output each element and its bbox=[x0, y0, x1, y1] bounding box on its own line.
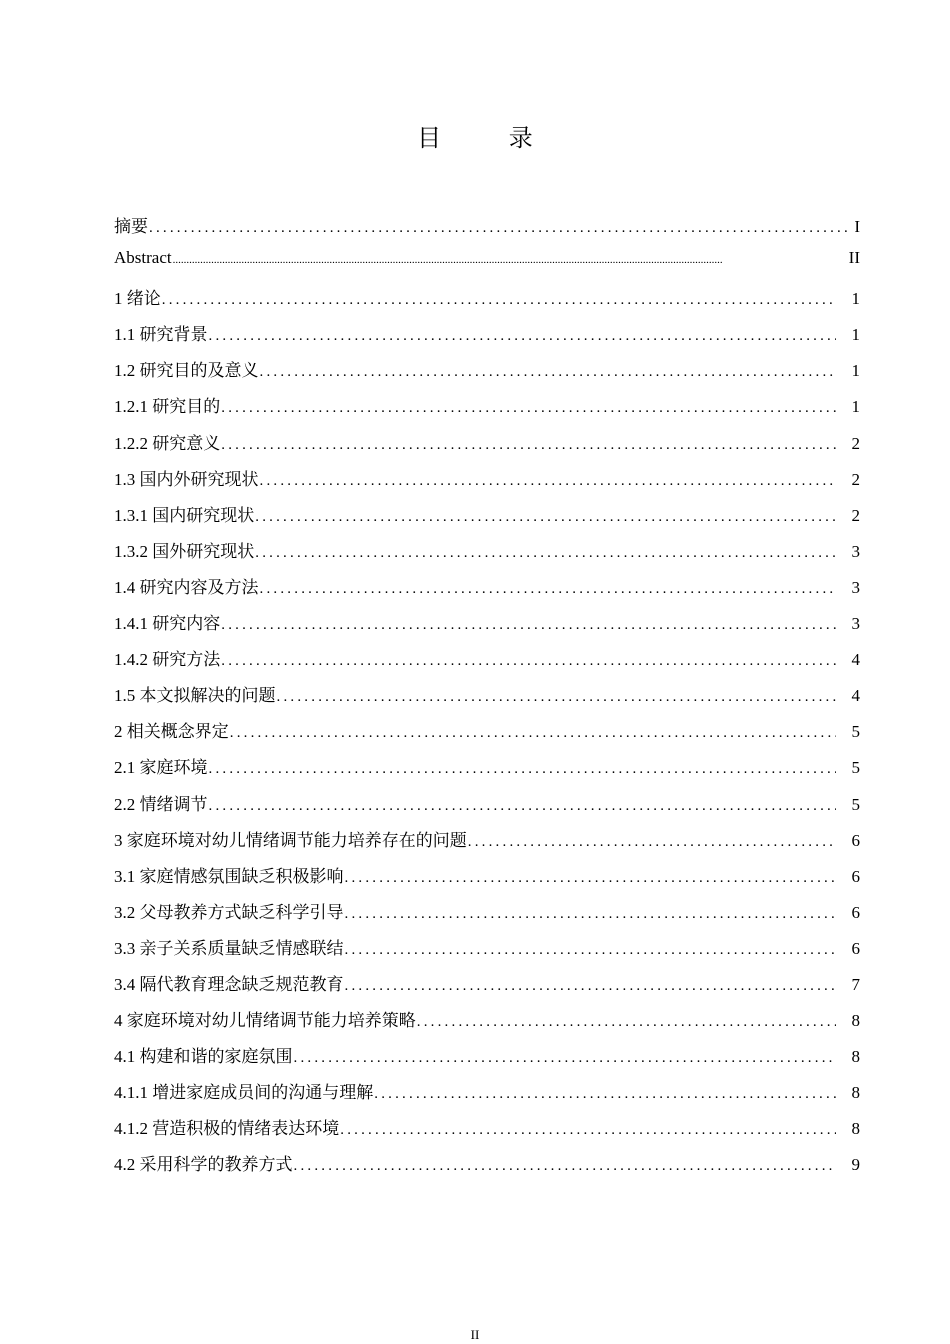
toc-entry-page: 6 bbox=[851, 938, 860, 958]
toc-entry-label: 1.2.1 研究目的 bbox=[114, 397, 221, 417]
toc-entry[interactable] bbox=[114, 248, 860, 284]
toc-entry-label: 4 家庭环境对幼儿情绪调节能力培养策略 bbox=[114, 1011, 416, 1031]
toc-entry-page: 5 bbox=[851, 758, 860, 778]
toc-leader-dots bbox=[221, 400, 836, 417]
toc-entry[interactable] bbox=[114, 862, 860, 898]
toc-entry-page: 7 bbox=[851, 974, 860, 994]
toc-entry-page: 8 bbox=[851, 1083, 860, 1103]
toc-leader-dots bbox=[221, 653, 836, 670]
toc-entry-label: 3.1 家庭情感氛围缺乏积极影响 bbox=[114, 866, 344, 886]
toc-entry-page: 1 bbox=[851, 361, 860, 381]
toc-entry-label: 1.5 本文拟解决的问题 bbox=[114, 686, 276, 706]
toc-leader-dots bbox=[209, 328, 837, 345]
toc-leader-dots bbox=[417, 1014, 836, 1031]
toc-entry-page: 3 bbox=[851, 614, 860, 634]
toc-entry-label: 4.2 采用科学的教养方式 bbox=[114, 1155, 293, 1175]
toc-entry-page: 5 bbox=[851, 722, 860, 742]
toc-entry-label: 3.2 父母教养方式缺乏科学引导 bbox=[114, 902, 344, 922]
toc-entry-label: 1.4 研究内容及方法 bbox=[114, 577, 259, 597]
toc-entry-label: 4.1.1 增进家庭成员间的沟通与理解 bbox=[114, 1083, 374, 1103]
toc-entry-label: 4.1 构建和谐的家庭氛围 bbox=[114, 1047, 293, 1067]
toc-entry[interactable] bbox=[114, 573, 860, 609]
toc-leader-dots bbox=[277, 689, 837, 706]
toc-entry-label: 2 相关概念界定 bbox=[114, 722, 229, 742]
toc-entry[interactable] bbox=[114, 753, 860, 789]
toc-entry-label: 1.3 国内外研究现状 bbox=[114, 469, 259, 489]
toc-entry-page: 2 bbox=[851, 505, 860, 525]
toc-entry[interactable] bbox=[114, 609, 860, 645]
toc-entry-page: 1 bbox=[851, 325, 860, 345]
toc-entry-label: 1 绪论 bbox=[114, 289, 161, 309]
toc-entry[interactable] bbox=[114, 320, 860, 356]
toc-entry-page: 3 bbox=[851, 541, 860, 561]
toc-entry-page: 4 bbox=[851, 686, 860, 706]
toc-entry-label: 1.2 研究目的及意义 bbox=[114, 361, 259, 381]
page-title: 目 录 bbox=[417, 124, 563, 152]
toc-leader-dots bbox=[345, 978, 837, 995]
toc-leader-dots bbox=[345, 942, 837, 959]
toc-entry[interactable] bbox=[114, 1006, 860, 1042]
toc-entry-label: 3 家庭环境对幼儿情绪调节能力培养存在的问题 bbox=[114, 830, 467, 850]
toc-entry-page: I bbox=[854, 217, 860, 236]
toc-entry-page: 9 bbox=[851, 1155, 860, 1175]
toc-entry[interactable] bbox=[114, 429, 860, 465]
toc-entry-label: Abstract bbox=[114, 248, 172, 268]
toc-entry-page: 8 bbox=[851, 1011, 860, 1031]
toc-leader-dots bbox=[173, 254, 846, 266]
toc-entry[interactable] bbox=[114, 465, 860, 501]
toc-entry-label: 4.1.2 营造积极的情绪表达环境 bbox=[114, 1119, 340, 1139]
toc-leader-dots bbox=[340, 1122, 836, 1139]
toc-entry-page: 4 bbox=[851, 650, 860, 670]
toc-entry-label: 3.3 亲子关系质量缺乏情感联结 bbox=[114, 938, 344, 958]
toc-entry[interactable] bbox=[114, 790, 860, 826]
toc-entry[interactable] bbox=[114, 1078, 860, 1114]
toc-entry[interactable] bbox=[114, 826, 860, 862]
toc-entry-label: 1.3.2 国外研究现状 bbox=[114, 541, 255, 561]
toc-leader-dots bbox=[209, 761, 837, 778]
toc-leader-dots bbox=[221, 617, 836, 634]
toc-leader-dots bbox=[230, 725, 836, 742]
toc-entry-label: 1.1 研究背景 bbox=[114, 325, 208, 345]
toc-entry-page: 3 bbox=[851, 577, 860, 597]
toc-leader-dots bbox=[294, 1050, 837, 1067]
toc-leader-dots bbox=[209, 798, 837, 815]
toc-leader-dots bbox=[294, 1158, 837, 1175]
toc-leader-dots bbox=[255, 545, 836, 562]
toc-entry[interactable] bbox=[114, 645, 860, 681]
toc-leader-dots bbox=[162, 292, 836, 309]
toc-leader-dots bbox=[255, 509, 836, 526]
toc-leader-dots bbox=[260, 581, 837, 598]
toc-leader-dots bbox=[374, 1086, 836, 1103]
toc-entry-page: 8 bbox=[851, 1119, 860, 1139]
toc-entry-page: 2 bbox=[851, 469, 860, 489]
toc-leader-dots bbox=[468, 834, 836, 851]
toc-entry-page: 1 bbox=[851, 397, 860, 417]
toc-entry-label: 2.2 情绪调节 bbox=[114, 794, 208, 814]
toc-entry-label: 1.4.2 研究方法 bbox=[114, 650, 221, 670]
toc-entry[interactable] bbox=[114, 284, 860, 320]
toc-entry[interactable] bbox=[114, 970, 860, 1006]
toc-entry-page: 1 bbox=[851, 289, 860, 309]
toc-entry[interactable] bbox=[114, 934, 860, 970]
toc-entry-page: 6 bbox=[851, 866, 860, 886]
toc-entry-page: 6 bbox=[851, 902, 860, 922]
toc-leader-dots bbox=[221, 437, 836, 454]
toc-entry[interactable] bbox=[114, 392, 860, 428]
toc-entry[interactable] bbox=[114, 717, 860, 753]
toc-entry[interactable] bbox=[114, 1150, 860, 1186]
toc-entry[interactable] bbox=[114, 356, 860, 392]
toc-entry-label: 摘要 bbox=[114, 217, 148, 236]
toc-entry-page: 2 bbox=[851, 433, 860, 453]
toc-entry-label: 3.4 隔代教育理念缺乏规范教育 bbox=[114, 974, 344, 994]
toc-entry-label: 1.3.1 国内研究现状 bbox=[114, 505, 255, 525]
toc-leader-dots bbox=[345, 870, 837, 887]
toc-entry-label: 1.2.2 研究意义 bbox=[114, 433, 221, 453]
toc-entry-label: 2.1 家庭环境 bbox=[114, 758, 208, 778]
toc-leader-dots bbox=[260, 473, 837, 490]
toc-entry-page: 6 bbox=[851, 830, 860, 850]
toc-leader-dots bbox=[260, 364, 837, 381]
table-of-contents bbox=[114, 212, 860, 1187]
toc-entry[interactable] bbox=[114, 212, 860, 248]
toc-entry[interactable] bbox=[114, 898, 860, 934]
toc-entry[interactable] bbox=[114, 1114, 860, 1150]
toc-entry[interactable] bbox=[114, 501, 860, 537]
toc-entry-label: 1.4.1 研究内容 bbox=[114, 614, 221, 634]
toc-entry-page: 8 bbox=[851, 1047, 860, 1067]
toc-leader-dots bbox=[149, 220, 847, 237]
toc-entry[interactable] bbox=[114, 681, 860, 717]
toc-entry[interactable] bbox=[114, 537, 860, 573]
footer-page-number: II bbox=[470, 1327, 480, 1342]
toc-entry-page: II bbox=[848, 248, 860, 268]
toc-entry-page: 5 bbox=[851, 794, 860, 814]
toc-entry[interactable] bbox=[114, 1042, 860, 1078]
toc-leader-dots bbox=[345, 906, 837, 923]
